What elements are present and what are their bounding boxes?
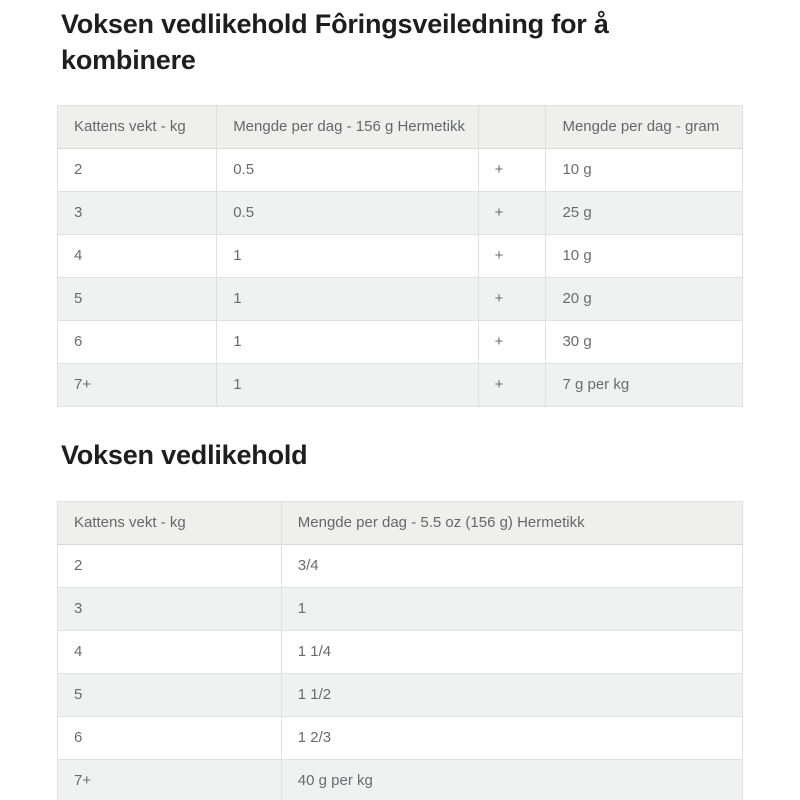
cell-weight: 3 <box>58 192 217 235</box>
cell-weight: 4 <box>58 235 217 278</box>
cell-weight: 5 <box>58 278 217 321</box>
combine-feeding-guide-table <box>57 105 743 407</box>
cell-plus: + <box>478 192 546 235</box>
column-header-amount-cans: Mengde per dag - 5.5 oz (156 g) Hermetikk <box>281 502 742 545</box>
cell-grams: 7 g per kg <box>546 364 743 407</box>
table-body <box>58 149 743 407</box>
table-row <box>58 278 743 321</box>
cell-grams: 10 g <box>546 149 743 192</box>
table-row <box>58 149 743 192</box>
cell-weight: 3 <box>58 588 282 631</box>
cell-cans: 1 <box>217 364 478 407</box>
column-header-amount-grams: Mengde per dag - gram <box>546 106 743 149</box>
table-row <box>58 588 743 631</box>
table-row <box>58 364 743 407</box>
cell-weight: 4 <box>58 631 282 674</box>
header-row <box>58 502 743 545</box>
column-header-amount-cans: Mengde per dag - 156 g Hermetikk <box>217 106 478 149</box>
cell-grams: 30 g <box>546 321 743 364</box>
cell-grams: 20 g <box>546 278 743 321</box>
table-header <box>58 502 743 545</box>
column-header-cat-weight: Kattens vekt - kg <box>58 106 217 149</box>
table-row <box>58 321 743 364</box>
table-row <box>58 760 743 800</box>
table-row <box>58 545 743 588</box>
cell-weight: 6 <box>58 321 217 364</box>
maintenance-feeding-guide-table <box>57 501 743 800</box>
cell-plus: + <box>478 278 546 321</box>
cell-plus: + <box>478 235 546 278</box>
cell-grams: 25 g <box>546 192 743 235</box>
cell-cans: 1 1/2 <box>281 674 742 717</box>
cell-grams: 10 g <box>546 235 743 278</box>
cell-weight: 5 <box>58 674 282 717</box>
column-header-empty <box>478 106 546 149</box>
column-header-cat-weight: Kattens vekt - kg <box>58 502 282 545</box>
content-area <box>57 0 743 800</box>
section-title-combine-feeding-guide: Voksen vedlikehold Fôringsveiledning for å kombinere <box>61 9 609 75</box>
table-row <box>58 235 743 278</box>
cell-weight: 2 <box>58 149 217 192</box>
table-body <box>58 545 743 800</box>
cell-cans: 1 1/4 <box>281 631 742 674</box>
table-header <box>58 106 743 149</box>
cell-plus: + <box>478 364 546 407</box>
cell-cans: 0.5 <box>217 192 478 235</box>
cell-plus: + <box>478 149 546 192</box>
cell-cans: 1 <box>217 278 478 321</box>
cell-cans: 0.5 <box>217 149 478 192</box>
cell-cans: 1 <box>217 321 478 364</box>
cell-plus: + <box>478 321 546 364</box>
cell-cans: 1 <box>217 235 478 278</box>
header-row <box>58 106 743 149</box>
cell-cans: 1 <box>281 588 742 631</box>
section-title-maintenance-guide: Voksen vedlikehold <box>61 440 308 470</box>
cell-cans: 1 2/3 <box>281 717 742 760</box>
table-row <box>58 631 743 674</box>
cell-weight: 7+ <box>58 364 217 407</box>
cell-weight: 7+ <box>58 760 282 800</box>
table-row <box>58 674 743 717</box>
cell-cans: 40 g per kg <box>281 760 742 800</box>
cell-cans: 3/4 <box>281 545 742 588</box>
cell-weight: 2 <box>58 545 282 588</box>
cell-weight: 6 <box>58 717 282 760</box>
table-row <box>58 192 743 235</box>
table-row <box>58 717 743 760</box>
